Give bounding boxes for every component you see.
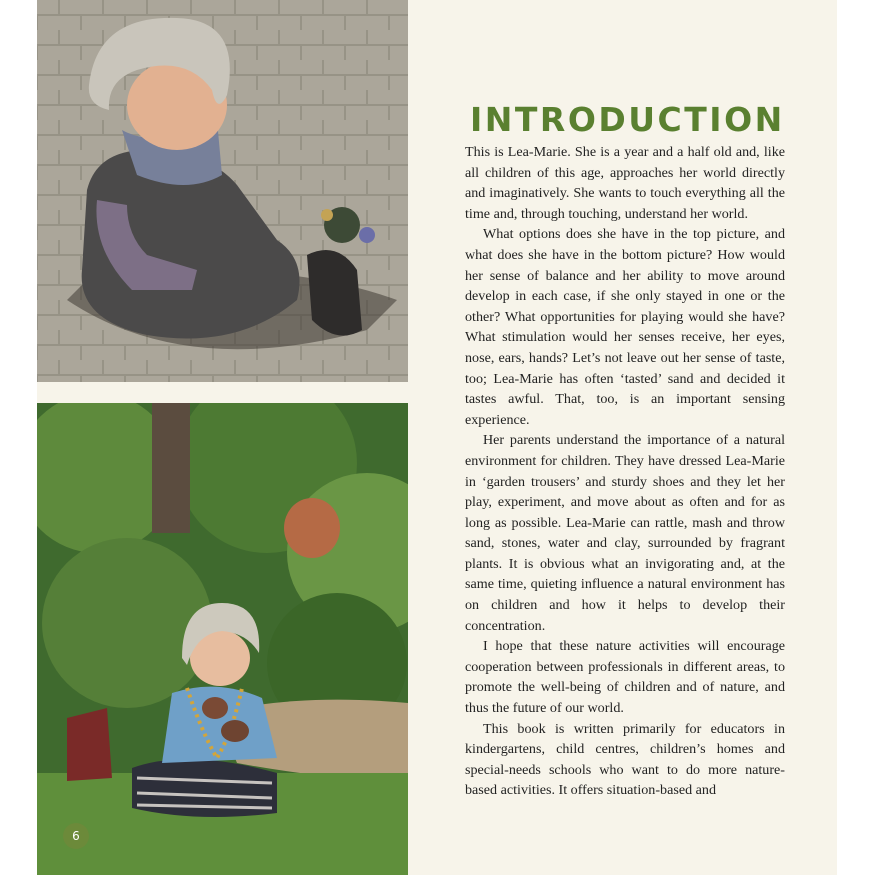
page-title: INTRODUCTION — [470, 100, 785, 140]
paragraph: This is Lea-Marie. She is a year and a half old and, like all children of this age, approaches her world directly and imaginatively. She wants to touch everything all the time and, through touching, understand her world. — [465, 144, 785, 222]
photo-child-in-garden — [37, 403, 408, 875]
paragraph: Her parents understand the importance of a natural environment for children. They have dressed Lea-Marie in ‘garden trousers’ and sturdy shoes and they let her play, experiment, and move about as often and for as long as possible. Lea-Marie can rattle, mash and throw sand, stones, water and clay, surrounded by fragrant plants. It is obvious what an invigorating and, at the same time, quieting influence a natural environment has on children and how it helps to develop their concentration. — [465, 432, 785, 634]
introduction-body — [465, 142, 785, 801]
photo-child-on-pavement — [37, 0, 408, 382]
page-number-badge: 6 — [63, 823, 89, 849]
paragraph: I hope that these nature activities will encourage cooperation between professionals in different areas, to promote the well-being of children and of nature, and thus the future of our world. — [465, 638, 785, 717]
paragraph: This book is written primarily for educators in kindergartens, child centres, children’s homes and special-needs schools who want to do more nature-based activities. It offers situation-based and — [465, 720, 785, 799]
paragraph: What options does she have in the top picture, and what does she have in the bottom picture? How would her sense of balance and her ability to move around develop in each case, if she only stayed in one or the other? What opportunities for playing would she have? What stimulation would her senses receive, her eyes, nose, ears, hands? Let’s not leave out her sense of taste, too; Lea-Marie has often ‘tasted’ sand and decided it tastes awful. That, too, is an important sensing experience. — [465, 226, 785, 428]
